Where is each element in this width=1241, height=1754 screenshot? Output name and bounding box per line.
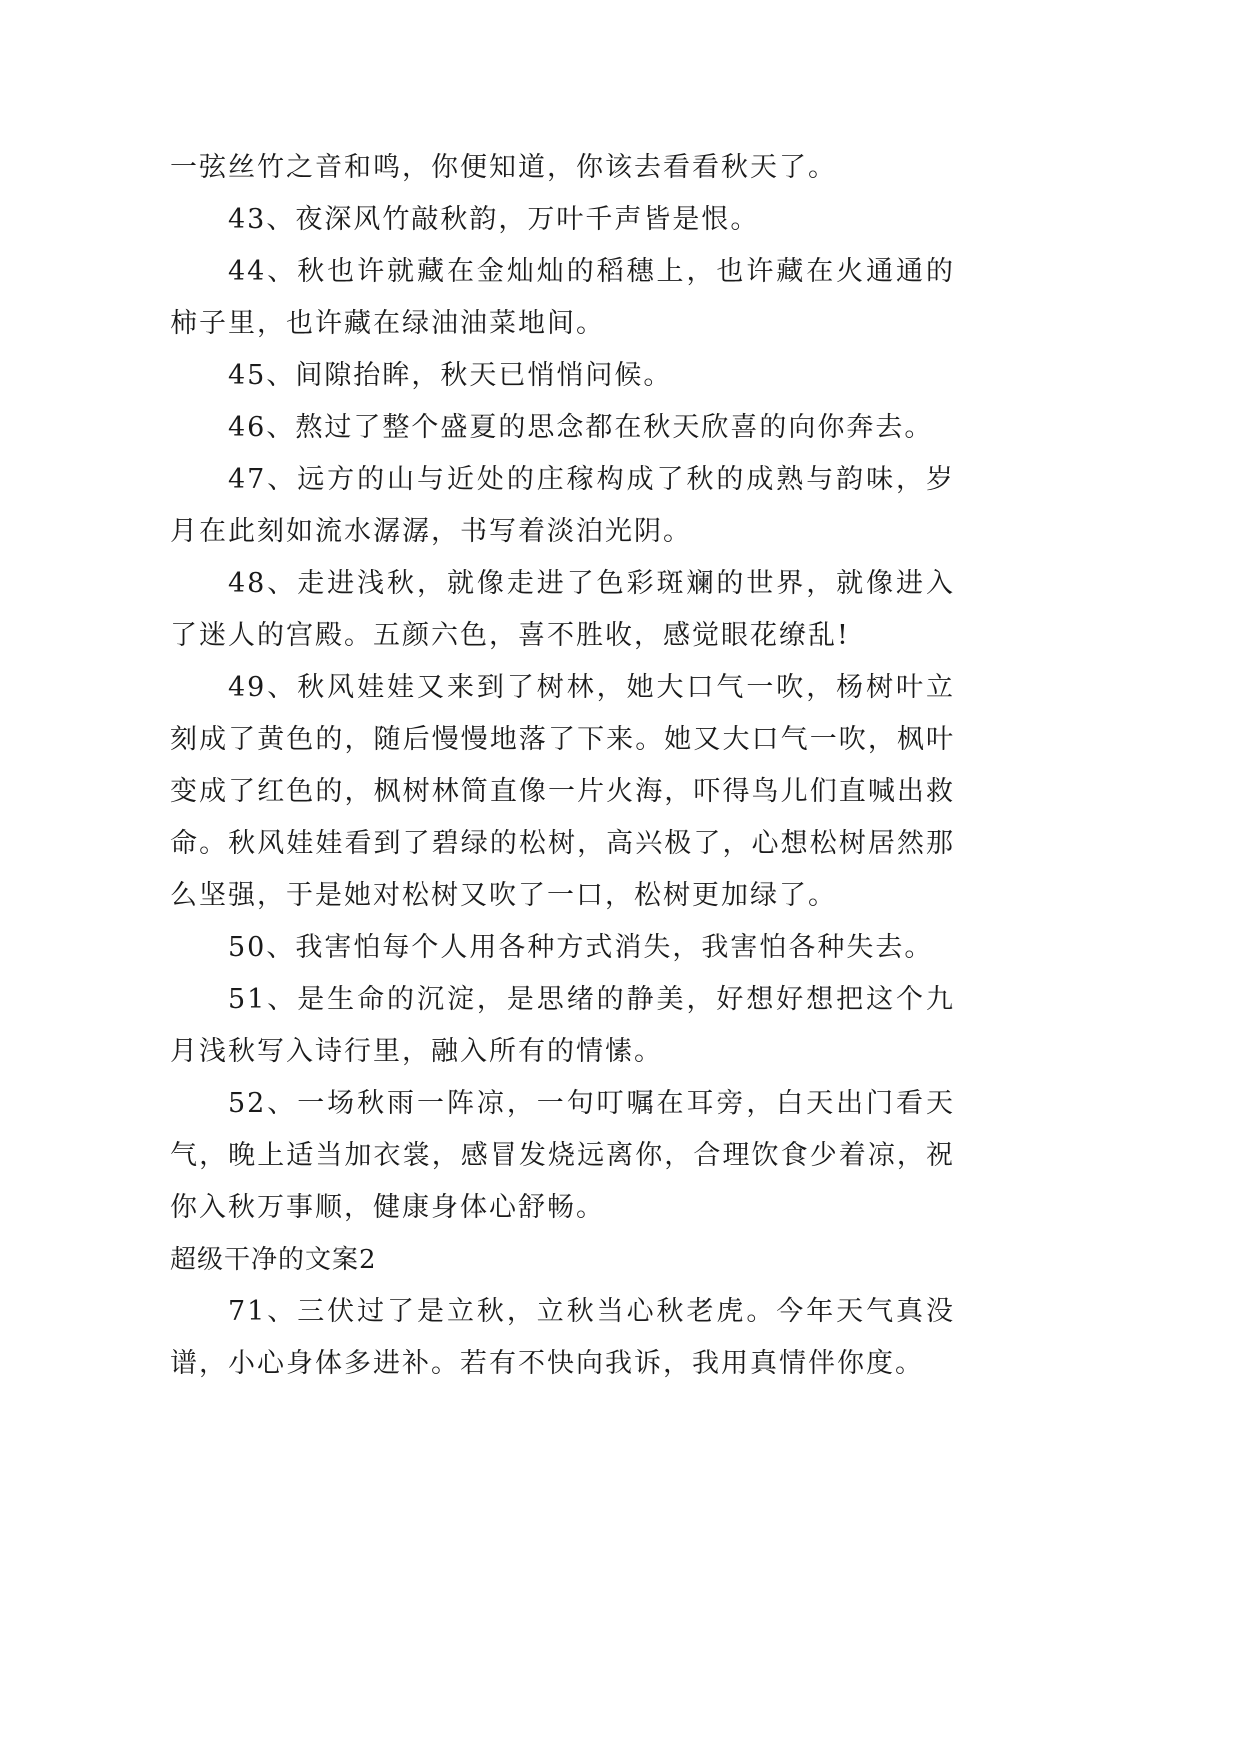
paragraph-43: 43、夜深风竹敲秋韵，万叶千声皆是恨。 [228, 204, 760, 235]
paragraph-48: 48、走进浅秋，就像走进了色彩斑斓的世界，就像进入了迷人的宫殿。五颜六色，喜不胜收，感觉眼花缭乱! [170, 568, 955, 651]
paragraph-continuation: 一弦丝竹之音和鸣，你便知道，你该去看看秋天了。 [170, 152, 837, 183]
paragraph-50: 50、我害怕每个人用各种方式消失，我害怕各种失去。 [228, 932, 934, 963]
paragraph-44: 44、秋也许就藏在金灿灿的稻穗上，也许藏在火通通的柿子里，也许藏在绿油油菜地间。 [170, 256, 955, 339]
paragraph-46: 46、熬过了整个盛夏的思念都在秋天欣喜的向你奔去。 [228, 412, 934, 443]
paragraph-45: 45、间隙抬眸，秋天已悄悄问候。 [228, 360, 673, 391]
paragraph-51: 51、是生命的沉淀，是思绪的静美，好想好想把这个九月浅秋写入诗行里，融入所有的情愫。 [170, 984, 955, 1067]
section-heading: 超级干净的文案2 [170, 1245, 377, 1275]
paragraph-71: 71、三伏过了是立秋，立秋当心秋老虎。今年天气真没谱，小心身体多进补。若有不快向我诉，我用真情伴你度。 [170, 1296, 955, 1379]
paragraph-49: 49、秋风娃娃又来到了树林，她大口气一吹，杨树叶立刻成了黄色的，随后慢慢地落了下来。她又大口气一吹，枫叶变成了红色的，枫树林简直像一片火海，吓得鸟儿们直喊出救命。秋风娃娃看到了碧绿的松树，高兴极了，心想松树居然那么坚强，于是她对松树又吹了一口，松树更加绿了。 [170, 672, 955, 911]
paragraph-47: 47、远方的山与近处的庄稼构成了秋的成熟与韵味，岁月在此刻如流水潺潺，书写着淡泊光阴。 [170, 464, 955, 547]
paragraph-52: 52、一场秋雨一阵凉，一句叮嘱在耳旁，白天出门看天气，晚上适当加衣裳，感冒发烧远离你，合理饮食少着凉，祝你入秋万事顺，健康身体心舒畅。 [170, 1088, 955, 1223]
